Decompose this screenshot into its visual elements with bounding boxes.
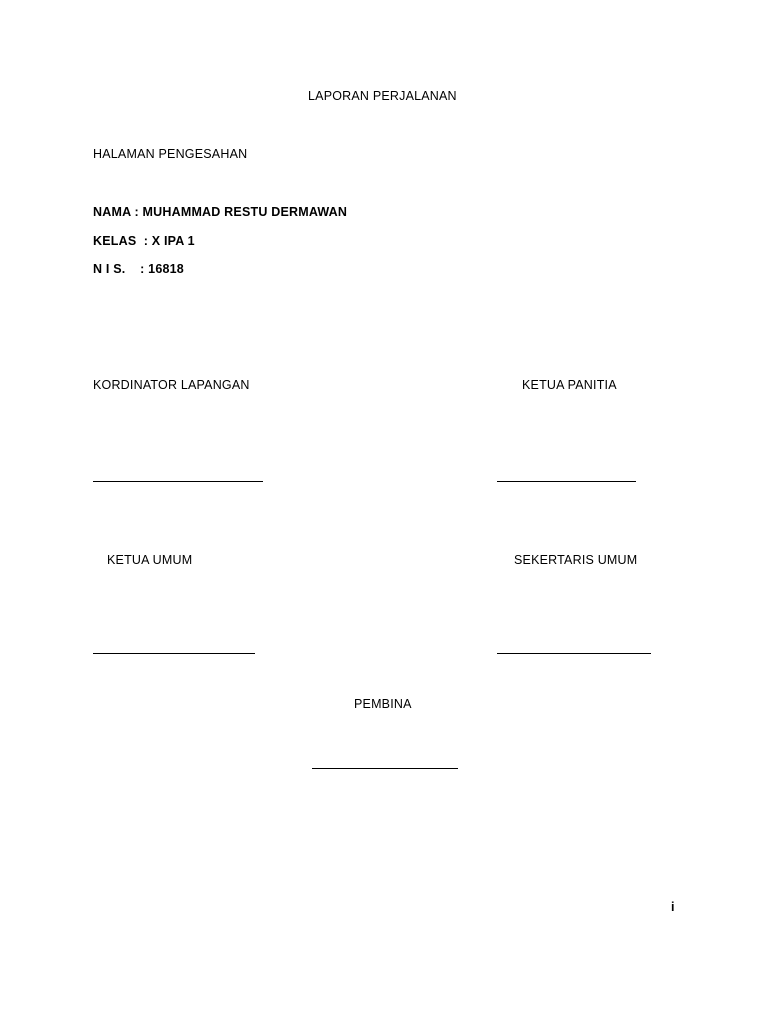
committee-chair-label: KETUA PANITIA	[522, 378, 617, 392]
document-title: LAPORAN PERJALANAN	[308, 89, 457, 103]
advisor-signature-line	[312, 768, 458, 769]
field-coordinator-label: KORDINATOR LAPANGAN	[93, 378, 250, 392]
advisor-label: PEMBINA	[354, 697, 412, 711]
committee-chair-signature-line	[497, 481, 636, 482]
student-nis: N I S. : 16818	[93, 262, 184, 276]
general-secretary-signature-line	[497, 653, 651, 654]
page-number: i	[671, 900, 675, 914]
student-name: NAMA : MUHAMMAD RESTU DERMAWAN	[93, 205, 348, 219]
student-class: KELAS : X IPA 1	[93, 234, 195, 248]
general-chair-signature-line	[93, 653, 255, 654]
section-heading: HALAMAN PENGESAHAN	[93, 147, 248, 161]
general-secretary-label: SEKERTARIS UMUM	[514, 553, 638, 567]
general-chair-label: KETUA UMUM	[107, 553, 193, 567]
field-coordinator-signature-line	[93, 481, 263, 482]
